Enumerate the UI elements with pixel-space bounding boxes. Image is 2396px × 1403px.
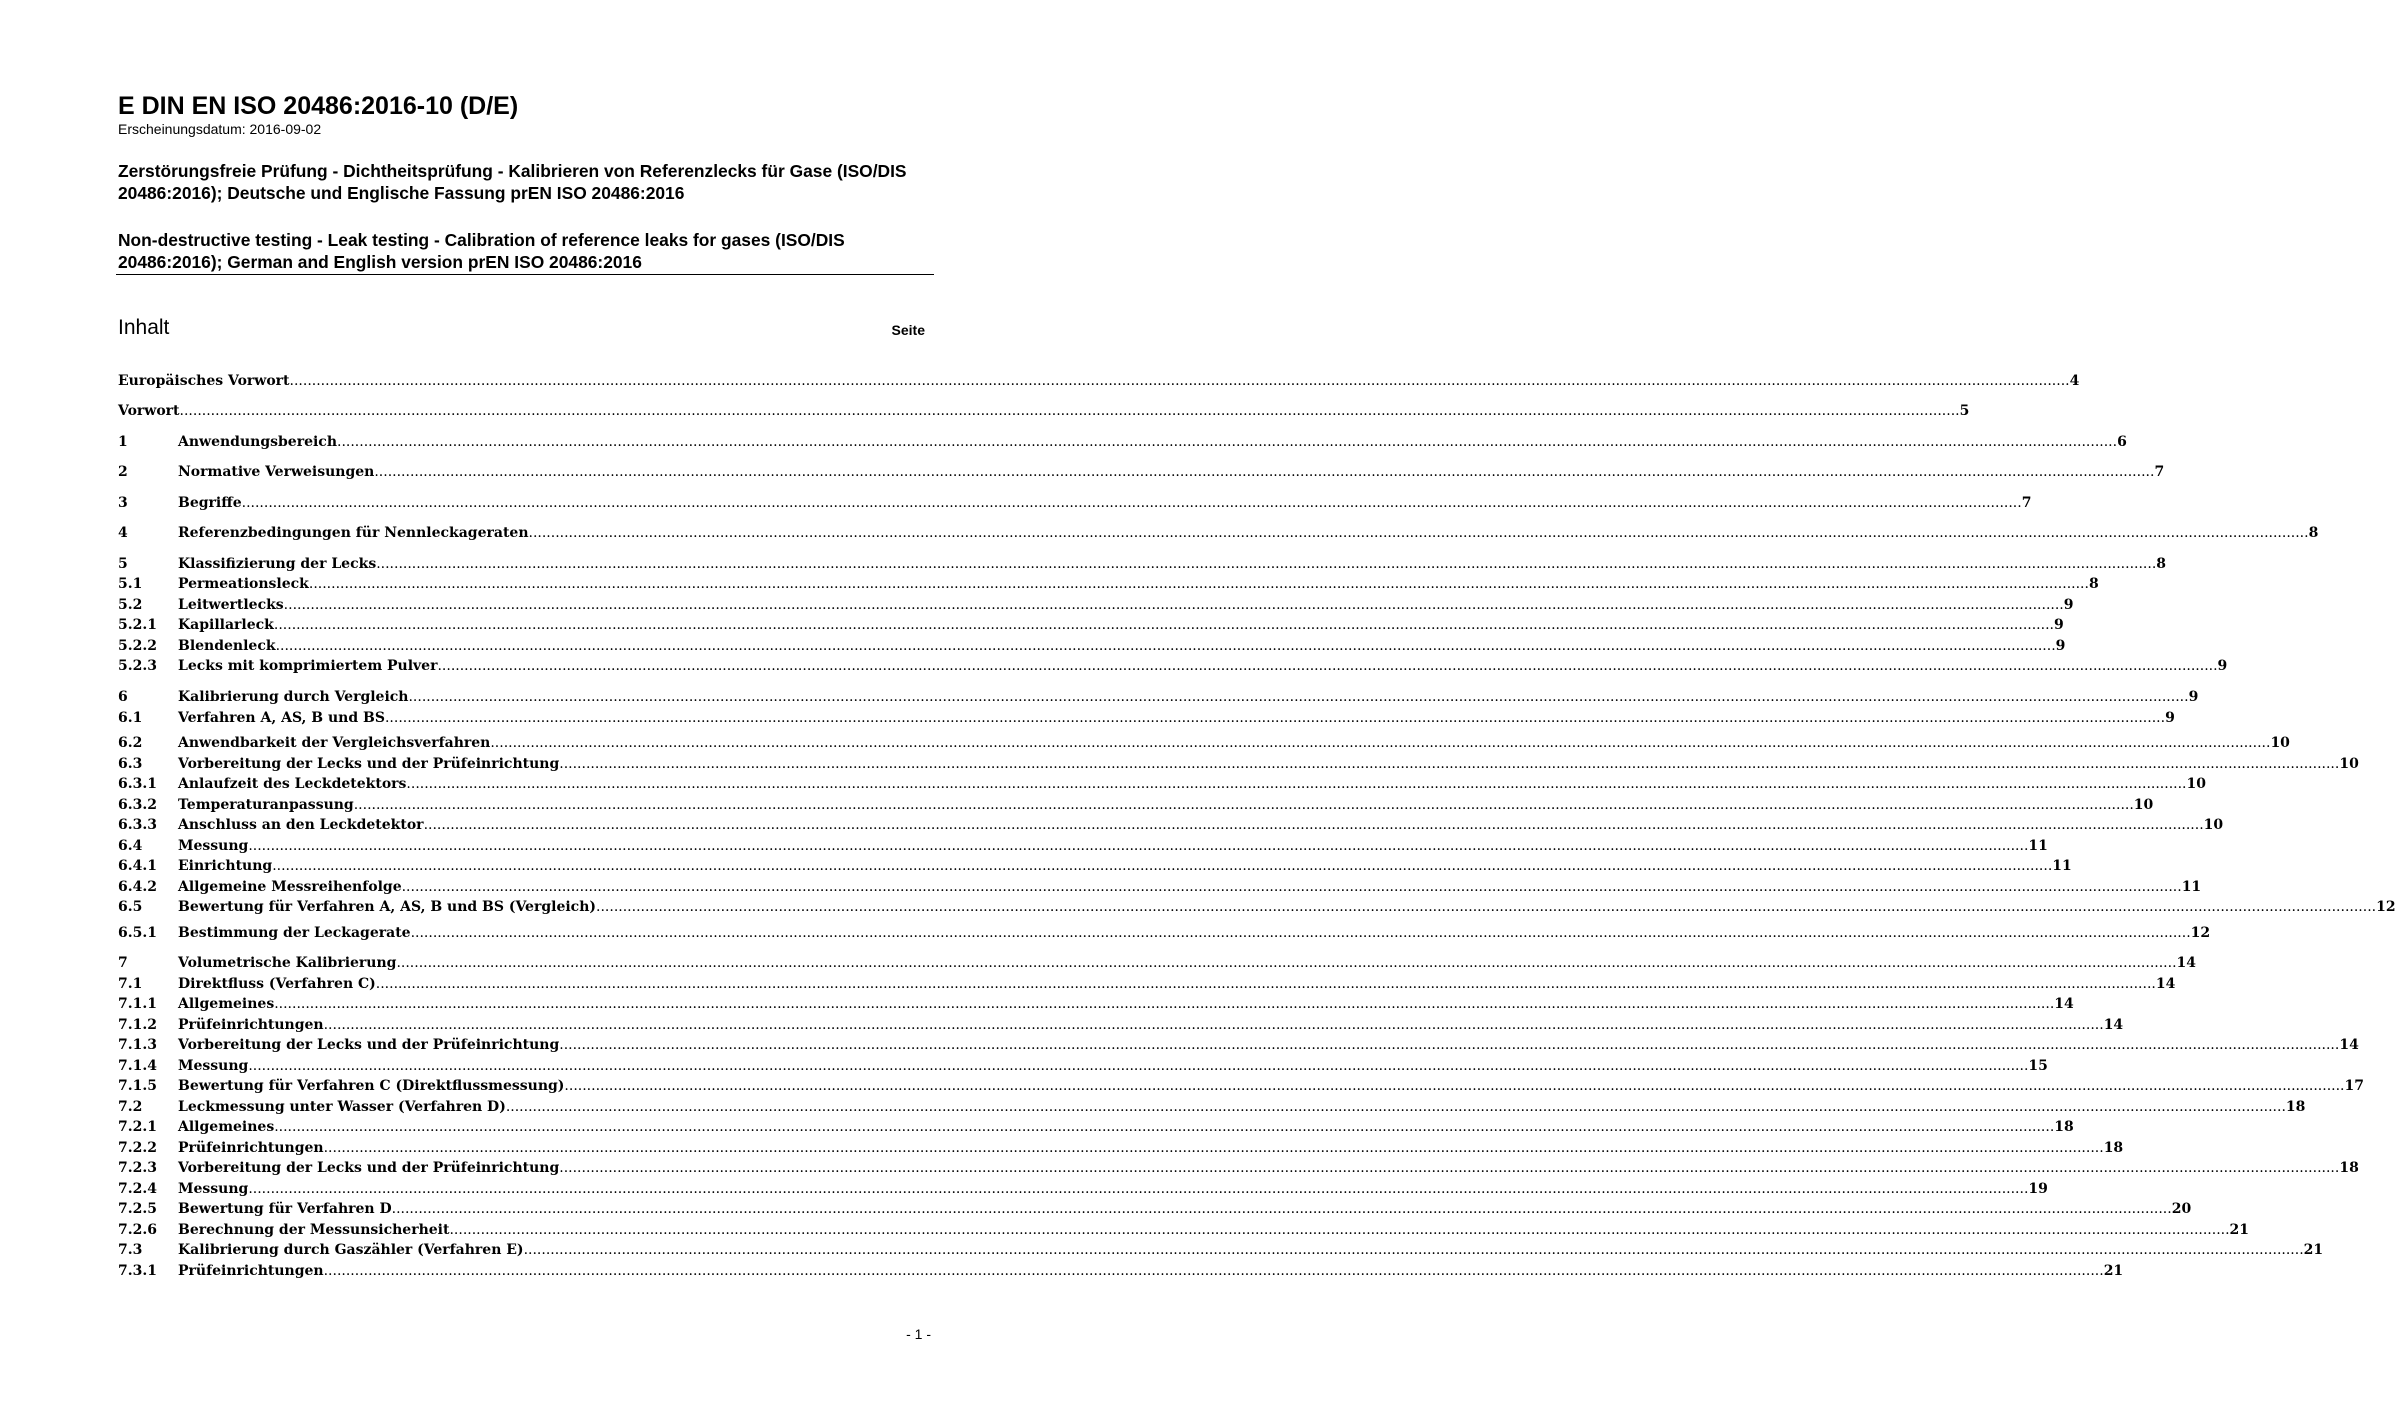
- toc-dot-leader: ................................................................................................................................................................................................................................................................................................................................................................................................................: [241, 495, 2022, 511]
- toc-entry-page: 21: [2229, 1222, 2250, 1238]
- toc-entry-title: Einrichtung: [178, 858, 273, 874]
- toc-entry[interactable]: [118, 1015, 2124, 1035]
- toc-entry[interactable]: [118, 462, 2165, 482]
- toc-dot-leader: ................................................................................................................................................................................................................................................................................................................................................................................................................: [272, 858, 2053, 874]
- toc-entry-title: Europäisches Vorwort: [118, 373, 290, 389]
- toc-entry-number: 5: [118, 556, 128, 572]
- toc-dot-leader: ................................................................................................................................................................................................................................................................................................................................................................................................................: [375, 976, 2156, 992]
- toc-entry[interactable]: [118, 432, 2127, 452]
- toc-entry-number: 6.4.1: [118, 858, 157, 874]
- toc-entry-page: 9: [2055, 638, 2066, 654]
- toc-entry-page: 19: [2028, 1181, 2048, 1197]
- toc-entry[interactable]: [118, 754, 2359, 774]
- toc-entry-page: 18: [2339, 1160, 2359, 1176]
- toc-entry[interactable]: [118, 554, 2167, 574]
- toc-entry-page: 14: [2054, 996, 2074, 1012]
- toc-entry-number: 7.2.6: [118, 1222, 157, 1238]
- toc-entry[interactable]: [118, 1097, 2306, 1117]
- toc-entry-number: 4: [118, 525, 128, 541]
- toc-entry-title: Anschluss an den Leckdetektor: [178, 817, 424, 833]
- toc-dot-leader: ................................................................................................................................................................................................................................................................................................................................................................................................................: [449, 1222, 2230, 1238]
- toc-entry-title: Normative Verweisungen: [178, 464, 375, 480]
- toc-entry-number: 6.3.1: [118, 776, 157, 792]
- toc-entry-number: 3: [118, 495, 128, 511]
- toc-dot-leader: ................................................................................................................................................................................................................................................................................................................................................................................................................: [408, 689, 2189, 705]
- toc-entry-page: 9: [2217, 658, 2228, 674]
- toc-entry[interactable]: [118, 923, 2211, 943]
- toc-entry-page: 8: [2088, 576, 2099, 592]
- toc-entry-number: 7.2.1: [118, 1119, 157, 1135]
- toc-dot-leader: ................................................................................................................................................................................................................................................................................................................................................................................................................: [323, 1263, 2104, 1279]
- toc-entry-page: 14: [2176, 955, 2197, 971]
- toc-dot-leader: ................................................................................................................................................................................................................................................................................................................................................................................................................: [248, 838, 2029, 854]
- toc-entry-title: Allgemeines: [178, 1119, 275, 1135]
- toc-dot-leader: ................................................................................................................................................................................................................................................................................................................................................................................................................: [396, 955, 2177, 971]
- toc-entry[interactable]: [118, 1138, 2124, 1158]
- toc-entry-number: 7.1: [118, 976, 143, 992]
- toc-entry[interactable]: [118, 1076, 2364, 1096]
- toc-entry[interactable]: [118, 1240, 2324, 1260]
- toc-dot-leader: ................................................................................................................................................................................................................................................................................................................................................................................................................: [374, 464, 2155, 480]
- toc-entry-number: 1: [118, 434, 128, 450]
- toc-dot-leader: ................................................................................................................................................................................................................................................................................................................................................................................................................: [528, 525, 2309, 541]
- toc-entry-title: Prüfeinrichtungen: [178, 1263, 324, 1279]
- toc-entry[interactable]: [118, 815, 2224, 835]
- toc-entry-page: 21: [2303, 1242, 2324, 1258]
- toc-page-label: Seite: [891, 322, 925, 338]
- toc-entry[interactable]: [118, 1056, 2048, 1076]
- toc-entry[interactable]: [118, 371, 2080, 391]
- toc-entry-number: 5.2.2: [118, 638, 157, 654]
- toc-entry-number: 7: [118, 955, 128, 971]
- toc-entry[interactable]: [118, 1158, 2359, 1178]
- toc-entry-title: Volumetrische Kalibrierung: [178, 955, 397, 971]
- toc-entry-title: Kalibrierung durch Gaszähler (Verfahren E): [178, 1242, 524, 1258]
- toc-entry[interactable]: [118, 687, 2199, 707]
- toc-entry-title: Permeationsleck: [178, 576, 309, 592]
- toc-dot-leader: ................................................................................................................................................................................................................................................................................................................................................................................................................: [437, 658, 2218, 674]
- toc-entry-title: Allgemeines: [178, 996, 275, 1012]
- toc-entry-title: Leckmessung unter Wasser (Verfahren D): [178, 1099, 506, 1115]
- toc-dot-leader: ................................................................................................................................................................................................................................................................................................................................................................................................................: [406, 776, 2187, 792]
- toc-entry[interactable]: [118, 595, 2074, 615]
- toc-entry-page: 10: [2270, 735, 2290, 751]
- toc-dot-leader: ................................................................................................................................................................................................................................................................................................................................................................................................................: [273, 617, 2054, 633]
- toc-entry-title: Direktfluss (Verfahren C): [178, 976, 376, 992]
- toc-entry-title: Lecks mit komprimiertem Pulver: [178, 658, 438, 674]
- toc-entry[interactable]: [118, 877, 2202, 897]
- toc-dot-leader: ................................................................................................................................................................................................................................................................................................................................................................................................................: [289, 373, 2070, 389]
- toc-entry-number: 6.3.2: [118, 797, 157, 813]
- toc-entry-number: 5.2.3: [118, 658, 157, 674]
- toc-heading: Inhalt: [118, 316, 170, 339]
- toc-entry-number: 7.1.2: [118, 1017, 157, 1033]
- toc-entry-page: 11: [2181, 879, 2202, 895]
- toc-entry-title: Vorbereitung der Lecks und der Prüfeinrichtung: [178, 756, 560, 772]
- toc-dot-leader: ................................................................................................................................................................................................................................................................................................................................................................................................................: [353, 797, 2134, 813]
- toc-entry-number: 7.2: [118, 1099, 143, 1115]
- toc-entry-title: Klassifizierung der Lecks: [178, 556, 377, 572]
- toc-dot-leader: ................................................................................................................................................................................................................................................................................................................................................................................................................: [423, 817, 2204, 833]
- toc-entry-page: 8: [2156, 556, 2167, 572]
- toc-entry-page: 14: [2103, 1017, 2124, 1033]
- toc-entry-title: Anwendbarkeit der Vergleichsverfahren: [178, 735, 491, 751]
- toc-entry-page: 9: [2053, 617, 2064, 633]
- toc-entry-page: 9: [2165, 710, 2175, 726]
- toc-entry[interactable]: [118, 656, 2228, 676]
- toc-entry[interactable]: [118, 1179, 2048, 1199]
- toc-entry[interactable]: [118, 1220, 2250, 1240]
- toc-dot-leader: ................................................................................................................................................................................................................................................................................................................................................................................................................: [596, 899, 2377, 915]
- toc-entry[interactable]: [118, 1261, 2124, 1281]
- toc-entry-title: Messung: [178, 1181, 249, 1197]
- toc-dot-leader: ................................................................................................................................................................................................................................................................................................................................................................................................................: [559, 1037, 2340, 1053]
- toc-dot-leader: ................................................................................................................................................................................................................................................................................................................................................................................................................: [274, 996, 2055, 1012]
- toc-entry-title: Blendenleck: [178, 638, 276, 654]
- toc-dot-leader: ................................................................................................................................................................................................................................................................................................................................................................................................................: [248, 1058, 2029, 1074]
- toc-entry-number: 7.3.1: [118, 1263, 157, 1279]
- toc-entry[interactable]: [118, 836, 2048, 856]
- toc-entry-title: Bewertung für Verfahren D: [178, 1201, 392, 1217]
- toc-entry-number: 6.3.3: [118, 817, 157, 833]
- toc-entry-page: 10: [2339, 756, 2359, 772]
- toc-dot-leader: ................................................................................................................................................................................................................................................................................................................................................................................................................: [376, 556, 2157, 572]
- toc-entry[interactable]: [118, 708, 2175, 728]
- toc-entry[interactable]: [118, 953, 2197, 973]
- title-english: Non-destructive testing - Leak testing - Calibration of reference leaks for gases (ISO/DIS 20486:2016); German and English version prEN ISO 20486:2016: [118, 230, 845, 272]
- toc-entry-page: 15: [2028, 1058, 2048, 1074]
- toc-entry-title: Messung: [178, 1058, 249, 1074]
- toc-entry-title: Allgemeine Messreihenfolge: [178, 879, 402, 895]
- toc-entry[interactable]: [118, 1117, 2074, 1137]
- toc-entry-number: 7.1.5: [118, 1078, 157, 1094]
- toc-entry-page: 7: [2021, 495, 2032, 511]
- toc-entry-title: Anlaufzeit des Leckdetektors: [178, 776, 407, 792]
- toc-entry-title: Bewertung für Verfahren C (Direktflussmessung): [178, 1078, 565, 1094]
- toc-dot-leader: ................................................................................................................................................................................................................................................................................................................................................................................................................: [505, 1099, 2286, 1115]
- toc-entry-page: 9: [2063, 597, 2074, 613]
- toc-entry[interactable]: [118, 493, 2032, 513]
- toc-entry-title: Bewertung für Verfahren A, AS, B und BS (Vergleich): [178, 899, 597, 915]
- toc-entry-number: 7.3: [118, 1242, 143, 1258]
- toc-entry-title: Begriffe: [178, 495, 242, 511]
- toc-entry-number: 6.4.2: [118, 879, 157, 895]
- toc-entry-page: 20: [2171, 1201, 2192, 1217]
- toc-entry-number: 6.5.1: [118, 925, 157, 941]
- toc-entry-number: 7.2.2: [118, 1140, 157, 1156]
- toc-entry-page: 10: [2203, 817, 2224, 833]
- toc-entry[interactable]: [118, 974, 2176, 994]
- toc-entry-title: Vorbereitung der Lecks und der Prüfeinrichtung: [178, 1160, 560, 1176]
- toc-entry[interactable]: [118, 733, 2290, 753]
- toc-entry-number: 6.5: [118, 899, 143, 915]
- toc-entry-page: 14: [2339, 1037, 2359, 1053]
- toc-entry-title: Temperaturanpassung: [178, 797, 354, 813]
- toc-entry-page: 18: [2103, 1140, 2124, 1156]
- toc-entry-page: 11: [2028, 838, 2048, 854]
- toc-entry-page: 4: [2069, 373, 2080, 389]
- toc-entry-number: 7.2.4: [118, 1181, 157, 1197]
- toc-entry-number: 6.3: [118, 756, 143, 772]
- toc-entry-page: 5: [1959, 403, 1970, 419]
- toc-entry-number: 7.1.3: [118, 1037, 157, 1053]
- toc-entry-number: 5.2: [118, 597, 143, 613]
- toc-entry[interactable]: [118, 856, 2072, 876]
- toc-entry[interactable]: [118, 401, 1970, 421]
- toc-entry-title: Referenzbedingungen für Nennleckageraten: [178, 525, 529, 541]
- toc-entry-number: 6.2: [118, 735, 143, 751]
- toc-entry-number: 7.2.5: [118, 1201, 157, 1217]
- toc-dot-leader: ................................................................................................................................................................................................................................................................................................................................................................................................................: [308, 576, 2089, 592]
- toc-dot-leader: ................................................................................................................................................................................................................................................................................................................................................................................................................: [323, 1140, 2104, 1156]
- toc-dot-leader: ................................................................................................................................................................................................................................................................................................................................................................................................................: [275, 638, 2056, 654]
- table-of-contents: [118, 0, 2396, 1403]
- toc-entry-number: 2: [118, 464, 128, 480]
- toc-dot-leader: ................................................................................................................................................................................................................................................................................................................................................................................................................: [283, 597, 2064, 613]
- title-german: Zerstörungsfreie Prüfung - Dichtheitsprüfung - Kalibrieren von Referenzlecks für Gase (ISO/DIS 20486:2016); Deutsche und Englische Fassung prEN ISO 20486:2016: [118, 161, 907, 203]
- toc-entry[interactable]: [118, 795, 2154, 815]
- toc-dot-leader: ................................................................................................................................................................................................................................................................................................................................................................................................................: [490, 735, 2271, 751]
- toc-entry-page: 7: [2154, 464, 2165, 480]
- toc-dot-leader: ................................................................................................................................................................................................................................................................................................................................................................................................................: [559, 756, 2340, 772]
- toc-entry-title: Leitwertlecks: [178, 597, 284, 613]
- toc-entry[interactable]: [118, 897, 2396, 917]
- toc-entry[interactable]: [118, 1035, 2359, 1055]
- toc-entry-number: 6.4: [118, 838, 143, 854]
- toc-entry-title: Prüfeinrichtungen: [178, 1140, 324, 1156]
- toc-entry-title: Kapillarleck: [178, 617, 274, 633]
- toc-entry-number: 5.2.1: [118, 617, 157, 633]
- toc-entry[interactable]: [118, 994, 2074, 1014]
- toc-dot-leader: ................................................................................................................................................................................................................................................................................................................................................................................................................: [410, 925, 2191, 941]
- toc-entry[interactable]: [118, 615, 2064, 635]
- toc-entry-number: 5.1: [118, 576, 143, 592]
- toc-dot-leader: ................................................................................................................................................................................................................................................................................................................................................................................................................: [337, 434, 2118, 450]
- toc-entry-page: 11: [2052, 858, 2072, 874]
- toc-entry-title: Messung: [178, 838, 249, 854]
- toc-entry-page: 12: [2376, 899, 2396, 915]
- toc-entry[interactable]: [118, 523, 2319, 543]
- toc-dot-leader: ................................................................................................................................................................................................................................................................................................................................................................................................................: [401, 879, 2182, 895]
- toc-entry-page: 10: [2186, 776, 2206, 792]
- toc-entry-title: Verfahren A, AS, B und BS: [178, 710, 385, 726]
- toc-dot-leader: ................................................................................................................................................................................................................................................................................................................................................................................................................: [274, 1119, 2055, 1135]
- toc-dot-leader: ................................................................................................................................................................................................................................................................................................................................................................................................................: [559, 1160, 2340, 1176]
- toc-entry-page: 21: [2103, 1263, 2124, 1279]
- toc-entry[interactable]: [118, 1199, 2192, 1219]
- toc-entry-page: 14: [2155, 976, 2176, 992]
- toc-entry-page: 9: [2188, 689, 2199, 705]
- toc-entry-number: 7.1.4: [118, 1058, 157, 1074]
- toc-dot-leader: ................................................................................................................................................................................................................................................................................................................................................................................................................: [179, 403, 1960, 419]
- toc-entry-number: 7.2.3: [118, 1160, 157, 1176]
- toc-dot-leader: ................................................................................................................................................................................................................................................................................................................................................................................................................: [564, 1078, 2345, 1094]
- document-id: E DIN EN ISO 20486:2016-10 (D/E): [118, 92, 519, 120]
- toc-dot-leader: ................................................................................................................................................................................................................................................................................................................................................................................................................: [323, 1017, 2104, 1033]
- toc-entry-title: Berechnung der Messunsicherheit: [178, 1222, 450, 1238]
- toc-entry[interactable]: [118, 636, 2066, 656]
- toc-entry-number: 6.1: [118, 710, 143, 726]
- toc-dot-leader: ................................................................................................................................................................................................................................................................................................................................................................................................................: [523, 1242, 2304, 1258]
- publication-date: Erscheinungsdatum: 2016-09-02: [118, 121, 322, 137]
- toc-entry-number: 6: [118, 689, 128, 705]
- toc-entry-title: Bestimmung der Leckagerate: [178, 925, 411, 941]
- toc-entry[interactable]: [118, 574, 2099, 594]
- toc-entry-page: 8: [2308, 525, 2319, 541]
- toc-entry-title: Anwendungsbereich: [178, 434, 337, 450]
- toc-entry-page: 6: [2117, 434, 2127, 450]
- toc-entry-title: Kalibrierung durch Vergleich: [178, 689, 409, 705]
- toc-entry-title: Prüfeinrichtungen: [178, 1017, 324, 1033]
- toc-entry-number: 7.1.1: [118, 996, 157, 1012]
- toc-entry-page: 17: [2344, 1078, 2364, 1094]
- toc-entry-page: 18: [2285, 1099, 2306, 1115]
- toc-entry-page: 18: [2054, 1119, 2074, 1135]
- toc-entry-page: 10: [2133, 797, 2154, 813]
- toc-dot-leader: ................................................................................................................................................................................................................................................................................................................................................................................................................: [391, 1201, 2172, 1217]
- toc-entry[interactable]: [118, 774, 2206, 794]
- toc-dot-leader: ................................................................................................................................................................................................................................................................................................................................................................................................................: [248, 1181, 2029, 1197]
- toc-dot-leader: ................................................................................................................................................................................................................................................................................................................................................................................................................: [384, 710, 2166, 726]
- toc-entry-title: Vorbereitung der Lecks und der Prüfeinrichtung: [178, 1037, 560, 1053]
- page-number: - 1 -: [906, 1326, 931, 1342]
- toc-entry-page: 12: [2190, 925, 2211, 941]
- toc-entry-title: Vorwort: [118, 403, 180, 419]
